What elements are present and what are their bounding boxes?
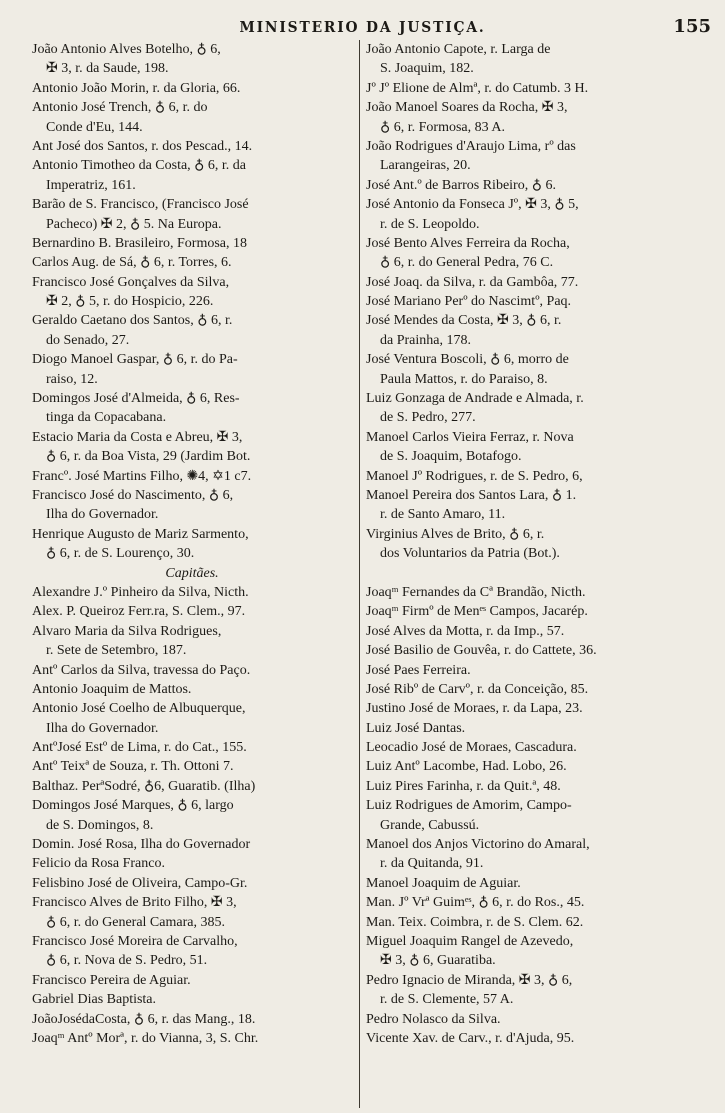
- entry-line: Joaqᵐ Fernandes da Cª Brandão, Nicth.: [366, 584, 586, 600]
- bottom-right-entries: [366, 583, 686, 1048]
- right-column: [366, 40, 686, 1048]
- entry-line: ✠ 3, ♁ 6, Guaratiba.: [380, 953, 496, 969]
- entry-line: Man. Jº Vrª Guimᵉˢ, ♁ 6, r. do Ros., 45.: [366, 895, 585, 911]
- entry-line: José Antonio da Fonseca Jº, ✠ 3, ♁ 5,: [366, 197, 579, 213]
- entry-line: r. de S. Clemente, 57 A.: [380, 992, 514, 1008]
- section-heading-capitaes: Capitães.: [165, 565, 219, 581]
- entry-line: ✠ 3, r. da Saude, 198.: [46, 61, 169, 77]
- entry-line: José Ant.º de Barros Ribeiro, ♁ 6.: [366, 177, 556, 193]
- two-column-text: [32, 40, 716, 1108]
- entry-line: Justino José de Moraes, r. da Lapa, 23.: [366, 701, 583, 717]
- entry-line: Francisco José do Nascimento, ♁ 6,: [32, 487, 234, 503]
- entry-line: Antº Teixª de Souza, r. Th. Ottoni 7.: [32, 759, 234, 775]
- entry-line: de S. Domingos, 8.: [46, 817, 154, 833]
- entry-line: Jº Jº Elione de Almª, r. do Catumb. 3 H.: [366, 80, 589, 96]
- entry-line: AntºJosé Estº de Lima, r. do Cat., 155.: [32, 740, 247, 756]
- entry-line: Domingos José d'Almeida, ♁ 6, Res-: [32, 391, 240, 407]
- entry-line: Domingos José Marques, ♁ 6, largo: [32, 798, 234, 814]
- entry-line: Larangeiras, 20.: [380, 158, 471, 174]
- entry-line: JoãoJosédaCosta, ♁ 6, r. das Mang., 18.: [32, 1011, 256, 1027]
- entry-line: José Bento Alves Ferreira da Rocha,: [366, 235, 570, 251]
- entry-line: r. Sete de Setembro, 187.: [46, 643, 187, 659]
- entry-line: Manoel Joaquim de Aguiar.: [366, 875, 521, 891]
- entry-line: r. de S. Leopoldo.: [380, 216, 480, 232]
- entry-line: ♁ 6, r. Formosa, 83 A.: [380, 119, 505, 135]
- entry-line: Francisco Alves de Brito Filho, ✠ 3,: [32, 895, 237, 911]
- entry-line: José Alves da Motta, r. da Imp., 57.: [366, 623, 565, 639]
- entry-line: Geraldo Caetano dos Santos, ♁ 6, r.: [32, 313, 233, 329]
- entry-line: Man. Teix. Coimbra, r. de S. Clem. 62.: [366, 914, 584, 930]
- entry-line: Pedro Ignacio de Miranda, ✠ 3, ♁ 6,: [366, 972, 573, 988]
- entry-line: Francisco Pereira de Aguiar.: [32, 972, 191, 988]
- entry-line: José Basilio de Gouvêa, r. do Cattete, 36.: [366, 643, 597, 659]
- entry-line: Alex. P. Queiroz Ferr.ra, S. Clem., 97.: [32, 604, 246, 620]
- entry-line: Balthaz. PerªSodré, ♁6, Guaratib. (Ilha): [32, 778, 256, 794]
- entry-line: Leocadio José de Moraes, Cascadura.: [366, 740, 577, 756]
- entry-line: Virginius Alves de Brito, ♁ 6, r.: [366, 526, 545, 542]
- entry-line: Francisco José Moreira de Carvalho,: [32, 933, 238, 949]
- entry-line: ✠ 2, ♁ 5, r. do Hospicio, 226.: [46, 294, 214, 310]
- entry-line: de S. Joaquim, Botafogo.: [380, 449, 522, 465]
- entry-line: Ilha do Governador.: [46, 507, 159, 523]
- entry-line: Conde d'Eu, 144.: [46, 119, 143, 135]
- entry-line: Bernardino B. Brasileiro, Formosa, 18: [32, 235, 248, 251]
- entry-line: Manoel dos Anjos Victorino do Amaral,: [366, 837, 590, 853]
- entry-line: de S. Pedro, 277.: [380, 410, 476, 426]
- entry-line: Francisco José Gonçalves da Silva,: [32, 274, 230, 290]
- entry-line: Luiz Antº Lacombe, Had. Lobo, 26.: [366, 759, 567, 775]
- entry-line: Carlos Aug. de Sá, ♁ 6, r. Torres, 6.: [32, 255, 232, 271]
- entry-line: Manoel Jº Rodrigues, r. de S. Pedro, 6,: [366, 468, 583, 484]
- entry-line: Antonio Timotheo da Costa, ♁ 6, r. da: [32, 158, 247, 174]
- entry-line: raiso, 12.: [46, 371, 98, 387]
- top-right-entries: [366, 40, 686, 564]
- entry-line: ♁ 6, r. de S. Lourenço, 30.: [46, 546, 195, 562]
- entry-line: José Ventura Boscoli, ♁ 6, morro de: [366, 352, 569, 368]
- entry-line: Imperatriz, 161.: [46, 177, 136, 193]
- entry-line: Domin. José Rosa, Ilha do Governador: [32, 837, 251, 853]
- entry-line: ♁ 6, r. da Boa Vista, 29 (Jardim Bot.: [46, 449, 251, 465]
- entry-line: Felicio da Rosa Franco.: [32, 856, 165, 872]
- entry-line: Antonio Joaquim de Mattos.: [32, 681, 192, 697]
- entry-line: Henrique Augusto de Mariz Sarmento,: [32, 526, 249, 542]
- entry-line: Ant José dos Santos, r. dos Pescad., 14.: [32, 138, 253, 154]
- entry-line: Manoel Carlos Vieira Ferraz, r. Nova: [366, 429, 574, 445]
- entry-line: Miguel Joaquim Rangel de Azevedo,: [366, 933, 574, 949]
- entry-line: Estacio Maria da Costa e Abreu, ✠ 3,: [32, 429, 243, 445]
- entry-line: José Paes Ferreira.: [366, 662, 471, 678]
- entry-line: S. Joaquim, 182.: [380, 61, 474, 77]
- entry-line: Antonio José Coelho de Albuquerque,: [32, 701, 246, 717]
- entry-line: Antº Carlos da Silva, travessa do Paço.: [32, 662, 251, 678]
- entry-line: Grande, Cabussú.: [380, 817, 480, 833]
- bottom-left-entries: [32, 583, 352, 1048]
- entry-line: Felisbino José de Oliveira, Campo-Gr.: [32, 875, 248, 891]
- entry-line: Francº. José Martins Filho, ✺4, ✡1 c7.: [32, 468, 252, 484]
- page-header: [0, 4, 725, 40]
- entry-line: Paula Mattos, r. do Paraiso, 8.: [380, 371, 548, 387]
- entry-line: Alvaro Maria da Silva Rodrigues,: [32, 623, 222, 639]
- entry-line: Vicente Xav. de Carv., r. d'Ajuda, 95.: [366, 1030, 575, 1046]
- entry-line: tinga da Copacabana.: [46, 410, 167, 426]
- left-column: [32, 40, 352, 1048]
- entry-line: Luiz Gonzaga de Andrade e Almada, r.: [366, 391, 584, 407]
- entry-line: do Senado, 27.: [46, 332, 130, 348]
- running-title: MINISTERIO DA JUSTIÇA.: [239, 18, 486, 36]
- entry-line: Antonio José Trench, ♁ 6, r. do: [32, 100, 208, 116]
- entry-line: Luiz Rodrigues de Amorim, Campo-: [366, 798, 572, 814]
- entry-line: dos Voluntarios da Patria (Bot.).: [380, 546, 560, 562]
- entry-line: João Manoel Soares da Rocha, ✠ 3,: [366, 100, 568, 116]
- entry-line: Alexandre J.º Pinheiro da Silva, Nicth.: [32, 584, 249, 600]
- entry-line: Antonio João Morin, r. da Gloria, 66.: [32, 80, 241, 96]
- entry-line: José Mendes da Costa, ✠ 3, ♁ 6, r.: [366, 313, 562, 329]
- entry-line: João Antonio Capote, r. Larga de: [366, 42, 551, 57]
- column-divider: [359, 40, 360, 1108]
- entry-line: José Joaq. da Silva, r. da Gambôa, 77.: [366, 274, 579, 290]
- entry-line: r. da Quitanda, 91.: [380, 856, 484, 872]
- entry-line: Ilha do Governador.: [46, 720, 159, 736]
- entry-line: ♁ 6, r. do General Camara, 385.: [46, 914, 225, 930]
- entry-line: José Ribº de Carvº, r. da Conceição, 85.: [366, 681, 589, 697]
- entry-line: ♁ 6, r. Nova de S. Pedro, 51.: [46, 953, 208, 969]
- entry-line: Luiz Pires Farinha, r. da Quit.ª, 48.: [366, 778, 561, 794]
- entry-line: ♁ 6, r. do General Pedra, 76 C.: [380, 255, 554, 271]
- top-left-entries: [32, 40, 352, 564]
- entry-line: Pedro Nolasco da Silva.: [366, 1011, 501, 1027]
- entry-line: r. de Santo Amaro, 11.: [380, 507, 506, 523]
- entry-line: Barão de S. Francisco, (Francisco José: [32, 197, 249, 213]
- entry-line: Joaqᵐ Antº Morª, r. do Vianna, 3, S. Chr.: [32, 1030, 259, 1046]
- entry-line: da Prainha, 178.: [380, 332, 471, 348]
- entry-line: Diogo Manoel Gaspar, ♁ 6, r. do Pa-: [32, 352, 238, 368]
- entry-line: Luiz José Dantas.: [366, 720, 466, 736]
- entry-line: Manoel Pereira dos Santos Lara, ♁ 1.: [366, 487, 577, 503]
- entry-line: João Antonio Alves Botelho, ♁ 6,: [32, 42, 221, 57]
- entry-line: Joaqᵐ Firmº de Menᵉˢ Campos, Jacarép.: [366, 604, 588, 620]
- entry-line: José Mariano Perº do Nascimtº, Paq.: [366, 294, 572, 310]
- entry-line: Gabriel Dias Baptista.: [32, 992, 157, 1008]
- page-number: 155: [673, 16, 711, 37]
- entry-line: Pacheco) ✠ 2, ♁ 5. Na Europa.: [46, 216, 222, 232]
- entry-line: João Rodrigues d'Araujo Lima, rº das: [366, 138, 576, 154]
